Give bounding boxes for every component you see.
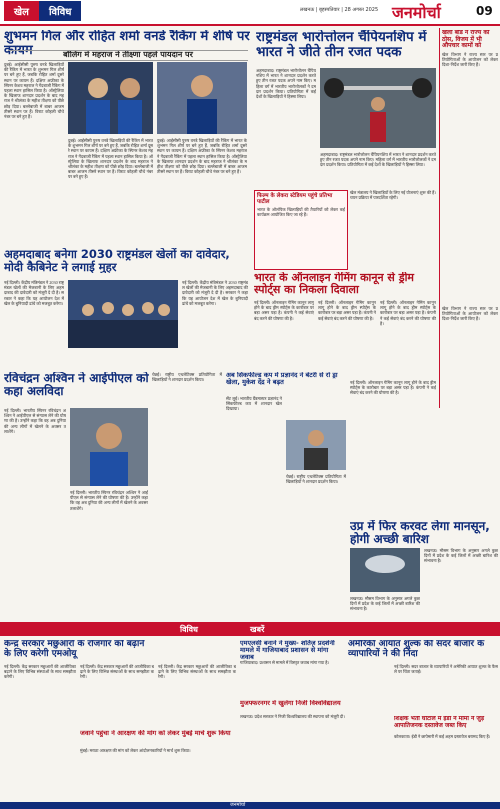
section-band [0, 622, 500, 636]
weightlifter-icon [320, 68, 436, 148]
article-body: नई दिल्ली। सदर बाजार के व्यापारियों ने अमेरिकी आयात शुल्क के फैसले पर चिंता जताई। [394, 664, 498, 675]
headline: अब सिंकफील्ड कप में प्रज्ञानंद ने बेटरी से रो ड्रा खेला, मुकेश देंद्र ने बढ़त [226, 372, 338, 387]
article-body: नई दिल्ली। केंद्रीय मंत्रिमंडल ने 2030 राष्ट्रमंडल खेलों की मेजबानी के लिए अहमदाबाद की दावेदारी को मंजूरी दे दी है। सरकार ने कहा कि यह आयोजन देश में खेल के बुनियादी ढांचे को मजबूत करेगा। [182, 280, 248, 306]
section-label: विविध [180, 625, 198, 634]
player-photo-icon [68, 62, 153, 134]
player-photo [157, 62, 247, 134]
article-body: दुबई। आईसीसी पुरुष वनडे खिलाड़ियों की रैंकिंग में भारत के शुभमन गिल शीर्ष पर बने हुए हैं, जबकि रोहित शर्मा दूसरे स्थान पर कायम हैं। दक्षिण अफ्रीका के स्पिनर केशव महराज ने गेंदबाजी रैंकिंग में पहला स्थान हासिल किया है। ऑस्ट्रेलिया के खिलाफ शानदार प्रदर्शन के बाद महराज ने श्रीलंका के महीश तीक्ष्णा को पीछे छोड़ दिया। बल्लेबाजी में बाबर आजम तीसरे स्थान पर हैं। विराट कोहली चौथे नंबर पर बने हुए हैं। [157, 138, 247, 175]
headline: शिक्षक भर्ती घोटाले में ईडी ने मामा ने जुड़े आपातिजनक दस्तावेज जब्त किए [394, 716, 485, 729]
article-body: खेल मंत्रालय ने खिलाड़ियों के लिए नई योजनाएं शुरू की हैं। चयन प्रक्रिया में पारदर्शिता रहेगी। [350, 190, 436, 201]
headline: भारत के ऑनलाइन गेमिंग कानून से ड्रीम स्पोर्ट्स का निकला दिवाला [254, 272, 415, 297]
ceremony-photo [68, 280, 178, 348]
headline: अमेरिकी आयात शुल्क की सदर बाजार के व्यापारियों ने की निंदा [348, 640, 485, 659]
cricket-photo [68, 62, 153, 134]
article-body: चेन्नई। राष्ट्रीय एथलेटिक्स प्रतियोगिता में खिलाड़ियों ने शानदार प्रदर्शन किया। [152, 372, 222, 383]
brand-logo: जनमोर्चा [392, 3, 441, 22]
rain-cloud-icon [350, 548, 420, 592]
date-line: लखनऊ | बृहस्पतिवार | 28 अगस्त 2025 [300, 7, 379, 13]
article-body: कोलकाता। ईडी ने छापेमारी में कई अहम दस्तावेज बरामद किए हैं। [394, 734, 491, 739]
article-body: अहमदाबाद। राष्ट्रमंडल भारोत्तोलन चैंपियनशिप में भारत ने शानदार प्रदर्शन करते हुए तीन रजत पदक अपने नाम किए। महिला वर्ग में भारतीय भारोत्तोलकों ने दमदार प्रदर्शन किया। प्रतियोगिता में कई देशों के खिलाड़ियों ने हिस्सा लिया। [256, 68, 316, 100]
headline: केन्द्र सरकार मछुआरों के रोजगार को बढ़ाने के लिए करेगी एमओयू [4, 640, 145, 659]
article-body: नई दिल्ली। ऑनलाइन गेमिंग कानून लागू होने के बाद ड्रीम स्पोर्ट्स के कारोबार पर बड़ा असर पड़ा है। कंपनी ने कई सेवाएं बंद करने की घोषणा की है। [318, 300, 376, 321]
article-body: नई दिल्ली। केंद्र सरकार मछुआरों की आजीविका बढ़ाने के लिए विभिन्न संस्थाओं के साथ समझौता करेगी। [80, 664, 154, 680]
footer-bar [0, 802, 500, 809]
masthead [0, 0, 500, 26]
section-label: खबरें [250, 625, 265, 634]
info-box [254, 190, 348, 270]
headline: एमएलसी बनाने ने मुख्य- शर्तिज़ प्रदर्शनी मामले में गाजियाबाद प्रशासन से मांगा जवाब [240, 640, 335, 662]
article-body: नई दिल्ली। केंद्र सरकार मछुआरों की आजीविका बढ़ाने के लिए विभिन्न संस्थाओं के साथ समझौता करेगी। [4, 664, 76, 680]
box-body: भारत के ओलंपिक खिलाड़ियों की तैयारियों को लेकर कई कार्यक्रम आयोजित किए जा रहे हैं। [257, 207, 345, 218]
headline: मुजफ्फरनगर में खुलेगा निजी विश्वविद्यालय [240, 700, 341, 707]
headline: अहमदाबाद बनेगा 2030 राष्ट्रमंडल खेलों का दावेदार, मोदी कैबिनेट ने लगाई मुहर [4, 248, 230, 274]
box-headline: फिल्म के लेकरा स्टेडियम पहुंचे प्रतिभा पाटील [257, 193, 333, 206]
ashwin-photo [70, 408, 148, 486]
article-body: नई दिल्ली। ऑनलाइन गेमिंग कानून लागू होने के बाद ड्रीम स्पोर्ट्स के कारोबार पर बड़ा असर पड़ा है। कंपनी ने कई सेवाएं बंद करने की घोषणा की है। [350, 380, 436, 396]
article-body: दुबई। आईसीसी पुरुष वनडे खिलाड़ियों की रैंकिंग में भारत के शुभमन गिल शीर्ष पर बने हुए हैं, जबकि रोहित शर्मा दूसरे स्थान पर कायम हैं। दक्षिण अफ्रीका के स्पिनर केशव महराज ने गेंदबाजी रैंकिंग में पहला स्थान हासिल किया है। ऑस्ट्रेलिया के खिलाफ शानदार प्रदर्शन के बाद महराज ने श्रीलंका के महीश तीक्ष्णा को पीछे छोड़ दिया। बल्लेबाजी में बाबर आजम तीसरे स्थान पर हैं। विराट कोहली चौथे नंबर पर बने हुए हैं। [4, 62, 64, 120]
article-body: नई दिल्ली। ऑनलाइन गेमिंग कानून लागू होने के बाद ड्रीम स्पोर्ट्स के कारोबार पर बड़ा असर पड़ा है। कंपनी ने कई सेवाएं बंद करने की घोषणा की है। [254, 300, 314, 321]
article-body: खेल विभाग ने राज्य स्तर पर प्रतियोगिताओं के आयोजन को लेकर दिशा-निर्देश जारी किए हैं। [442, 52, 498, 68]
column-divider [439, 28, 440, 408]
article-body: लखनऊ। प्रदेश सरकार ने निजी विश्वविद्यालय की स्थापना को मंजूरी दी। [240, 714, 345, 719]
rain-photo [350, 548, 420, 592]
headline: शुभमन गिल और रोहित शर्मा वनडे रैंकिंग में शीर्ष पर कायम [4, 30, 250, 59]
article-body: सेंट लुई। भारतीय ग्रैंडमास्टर प्रज्ञानंद ने सिंकफील्ड कप में शानदार खेल दिखाया। [226, 396, 282, 412]
article-body: नई दिल्ली। ऑनलाइन गेमिंग कानून लागू होने के बाद ड्रीम स्पोर्ट्स के कारोबार पर बड़ा असर पड़ा है। कंपनी ने कई सेवाएं बंद करने की घोषणा की है। [380, 300, 436, 326]
article-body: लखनऊ। मौसम विभाग के अनुसार अगले कुछ दिनों में प्रदेश के कई जिलों में अच्छी बारिश की संभावना है। [350, 596, 420, 612]
subheadline: बॉलिंग में महराज ने तीक्ष्णा पहले पायदान पर [8, 50, 248, 61]
article-body: नई दिल्ली। भारतीय स्पिनर रविचंद्रन अश्विन ने आईपीएल से संन्यास लेने की घोषणा की है। उन्होंने कहा कि वह अब दुनिया की अन्य लीगों में खेलने के अवसर तलाशेंगे। [4, 408, 66, 434]
section-label: विविध [39, 1, 81, 21]
headline: राष्ट्रमंडल भारोत्तोलन चैंपियनशिप में भारत ने जीते तीन रजत पदक [256, 30, 427, 60]
section-label: खेल [4, 1, 39, 21]
headline: उप्र में फिर करवट लेगा मानसून, होगी अच्छी बारिश [350, 520, 490, 547]
article-body: नई दिल्ली। केंद्र सरकार मछुआरों की आजीविका बढ़ाने के लिए विभिन्न संस्थाओं के साथ समझौता करेगी। [158, 664, 236, 680]
side-headline: खेलों बोर्ड ने राज्य को ठोस, विजय में भी औपचार कामों को [442, 30, 490, 50]
article-body: गाजियाबाद। प्रशासन से मामले में विस्तृत जवाब मांगा गया है। [240, 660, 330, 665]
crowd-photo-icon [68, 280, 178, 348]
headline: जवाने पहुंचा ने आरक्षण की मांग को लेकर मुंबई मार्च शुरू किया [80, 730, 231, 737]
page-number: 09 [476, 4, 493, 18]
chess-player-icon [286, 420, 346, 470]
article-body: मुंबई। मराठा आरक्षण की मांग को लेकर आंदोलनकारियों ने मार्च शुरू किया। [80, 748, 191, 753]
headline: रविचंद्रन अश्विन ने आईपीएल को कहा अलविदा [4, 372, 149, 399]
article-body: नई दिल्ली। केंद्रीय मंत्रिमंडल ने 2030 राष्ट्रमंडल खेलों की मेजबानी के लिए अहमदाबाद की दावेदारी को मंजूरी दे दी है। सरकार ने कहा कि यह आयोजन देश में खेल के बुनियादी ढांचे को मजबूत करेगा। [4, 280, 64, 306]
chess-photo [286, 420, 346, 470]
player-photo-icon [70, 408, 148, 486]
article-body: अहमदाबाद। राष्ट्रमंडल भारोत्तोलन चैंपियनशिप में भारत ने शानदार प्रदर्शन करते हुए तीन रजत पदक अपने नाम किए। महिला वर्ग में भारतीय भारोत्तोलकों ने दमदार प्रदर्शन किया। प्रतियोगिता में कई देशों के खिलाड़ियों ने हिस्सा लिया। [320, 152, 436, 168]
article-body: लखनऊ। मौसम विभाग के अनुसार अगले कुछ दिनों में प्रदेश के कई जिलों में अच्छी बारिश की संभावना है। [424, 548, 498, 564]
weightlifting-photo [320, 68, 436, 148]
article-body: चेन्नई। राष्ट्रीय एथलेटिक्स प्रतियोगिता में खिलाड़ियों ने शानदार प्रदर्शन किया। [286, 474, 346, 485]
footer-text: जनमोर्चा [230, 802, 246, 808]
article-body: खेल विभाग ने राज्य स्तर पर प्रतियोगिताओं के आयोजन को लेकर दिशा-निर्देश जारी किए हैं। [442, 306, 498, 322]
article-body: दुबई। आईसीसी पुरुष वनडे खिलाड़ियों की रैंकिंग में भारत के शुभमन गिल शीर्ष पर बने हुए हैं, जबकि रोहित शर्मा दूसरे स्थान पर कायम हैं। दक्षिण अफ्रीका के स्पिनर केशव महराज ने गेंदबाजी रैंकिंग में पहला स्थान हासिल किया है। ऑस्ट्रेलिया के खिलाफ शानदार प्रदर्शन के बाद महराज ने श्रीलंका के महीश तीक्ष्णा को पीछे छोड़ दिया। बल्लेबाजी में बाबर आजम तीसरे स्थान पर हैं। विराट कोहली चौथे नंबर पर बने हुए हैं। [68, 138, 153, 180]
article-body: नई दिल्ली। भारतीय स्पिनर रविचंद्रन अश्विन ने आईपीएल से संन्यास लेने की घोषणा की है। उन्होंने कहा कि वह अब दुनिया की अन्य लीगों में खेलने के अवसर तलाशेंगे। [70, 490, 148, 511]
player-photo-icon [157, 62, 247, 134]
